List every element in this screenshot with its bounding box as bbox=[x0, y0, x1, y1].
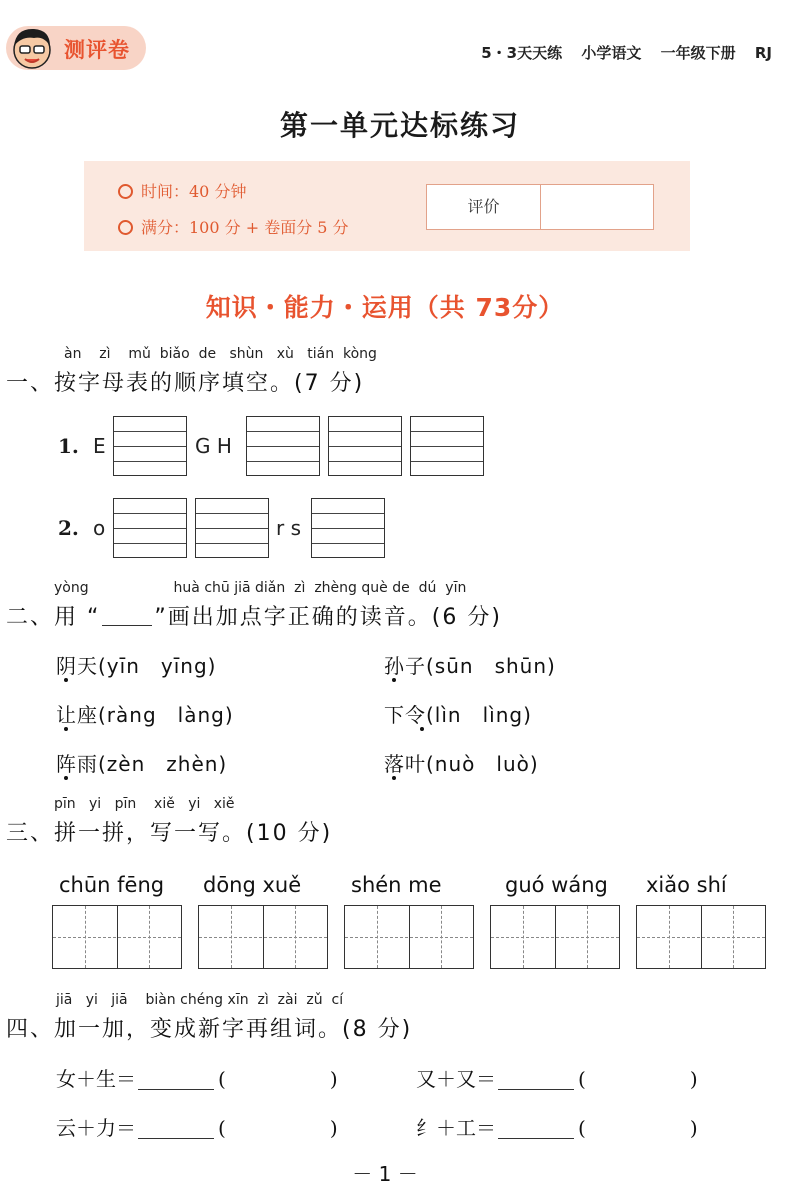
option-word: 让座 bbox=[56, 703, 98, 727]
exam-info-box bbox=[84, 161, 690, 251]
character-writing-grid[interactable] bbox=[636, 905, 766, 969]
equation-text: 又＋又＝ bbox=[416, 1067, 496, 1091]
character-equation bbox=[56, 1063, 338, 1092]
paren-open: ( bbox=[218, 1116, 226, 1140]
character-equation bbox=[56, 1112, 338, 1141]
pinyin-syllable: de bbox=[392, 580, 410, 596]
pinyin-syllable: diǎn bbox=[255, 580, 286, 596]
answer-blank[interactable] bbox=[498, 1119, 574, 1139]
pinyin-syllable: xiě bbox=[213, 796, 235, 812]
character-writing-grid[interactable] bbox=[198, 905, 328, 969]
emphasis-dot bbox=[392, 678, 396, 682]
pinyin-syllable: jiā bbox=[111, 992, 128, 1008]
clock-icon bbox=[118, 184, 133, 199]
pinyin-syllable: yi bbox=[89, 796, 102, 812]
reading-option[interactable] bbox=[56, 699, 234, 728]
pinyin-syllable: zì bbox=[99, 346, 111, 362]
time-text: 时间：40 分钟 bbox=[141, 182, 247, 201]
option-pinyin: (zèn zhèn) bbox=[98, 752, 228, 776]
reading-option[interactable] bbox=[56, 650, 216, 679]
emphasis-dot bbox=[392, 776, 396, 780]
character-equation bbox=[416, 1112, 698, 1141]
section-heading: 知识・能力・运用（共 73分） bbox=[205, 293, 565, 322]
equation-text: 云＋力＝ bbox=[56, 1116, 136, 1140]
option-pinyin: (sūn shūn) bbox=[426, 654, 556, 678]
word-pinyin: chūn fēng bbox=[59, 873, 165, 897]
q3-pinyin bbox=[54, 796, 235, 812]
pinyin-syllable: biàn bbox=[145, 992, 176, 1008]
letter-writing-box[interactable] bbox=[328, 416, 402, 476]
word-pinyin: dōng xuě bbox=[203, 873, 302, 897]
letter-rs: r s bbox=[276, 516, 301, 540]
cartoon-boy-icon bbox=[8, 22, 56, 72]
letter-writing-box[interactable] bbox=[246, 416, 320, 476]
page-number: － 1 － bbox=[352, 1162, 418, 1186]
evaluation-label: 评价 bbox=[427, 185, 541, 229]
option-word: 阴天 bbox=[56, 654, 98, 678]
test-paper-badge bbox=[6, 26, 146, 70]
paren-open: ( bbox=[218, 1067, 226, 1091]
pinyin-syllable: xù bbox=[276, 346, 294, 362]
pinyin-syllable: xīn bbox=[227, 992, 249, 1008]
q2-text-end: ”画出加点字正确的读音。(6 分) bbox=[154, 605, 502, 630]
option-pinyin: (lìn lìng) bbox=[426, 703, 532, 727]
pinyin-syllable: tián bbox=[307, 346, 335, 362]
answer-blank[interactable] bbox=[138, 1070, 214, 1090]
letter-writing-box[interactable] bbox=[113, 416, 187, 476]
pinyin-syllable: pīn bbox=[54, 796, 76, 812]
pinyin-syllable: chū bbox=[204, 580, 230, 596]
pinyin-syllable: yi bbox=[85, 992, 98, 1008]
pinyin-syllable: xiě bbox=[154, 796, 175, 812]
pinyin-syllable: zài bbox=[277, 992, 298, 1008]
pinyin-syllable: zì bbox=[257, 992, 269, 1008]
pinyin-syllable: zhèng bbox=[314, 580, 357, 596]
paren-close: ) bbox=[329, 1116, 338, 1140]
pinyin-syllable: àn bbox=[64, 346, 82, 362]
q4-pinyin bbox=[56, 992, 343, 1008]
pinyin-syllable: biǎo bbox=[159, 346, 190, 362]
character-writing-grid[interactable] bbox=[52, 905, 182, 969]
letter-writing-box[interactable] bbox=[410, 416, 484, 476]
series-edition: RJ bbox=[754, 44, 772, 62]
pinyin-syllable: huà bbox=[173, 580, 200, 596]
pinyin-syllable: zì bbox=[294, 580, 306, 596]
q3-text: 三、拼一拼，写一写。(10 分) bbox=[6, 821, 333, 846]
option-pinyin: (ràng làng) bbox=[98, 703, 234, 727]
pinyin-syllable: yi bbox=[188, 796, 201, 812]
pinyin-syllable: zǔ bbox=[306, 992, 323, 1008]
check-circle-icon bbox=[118, 220, 133, 235]
pinyin-syllable: de bbox=[198, 346, 217, 362]
equation-text: 纟＋工＝ bbox=[416, 1116, 496, 1140]
time-row bbox=[118, 179, 246, 202]
score-row bbox=[118, 215, 349, 238]
series-grade: 一年级下册 bbox=[660, 44, 736, 62]
pinyin-syllable: chéng bbox=[180, 992, 224, 1008]
character-writing-grid[interactable] bbox=[490, 905, 620, 969]
page-title: 第一单元达标练习 bbox=[279, 109, 520, 142]
character-equation bbox=[416, 1063, 698, 1092]
reading-option[interactable] bbox=[384, 699, 532, 728]
reading-option[interactable] bbox=[384, 748, 539, 777]
letter-writing-box[interactable] bbox=[195, 498, 269, 558]
answer-blank[interactable] bbox=[138, 1119, 214, 1139]
series-name: 5・3天天练 bbox=[481, 44, 563, 62]
option-word: 孙子 bbox=[384, 654, 426, 678]
emphasis-dot bbox=[420, 727, 424, 731]
pinyin-syllable: shùn bbox=[229, 346, 264, 362]
pinyin-syllable: mǔ bbox=[128, 346, 151, 362]
q2-text bbox=[6, 600, 502, 631]
pinyin-syllable: què bbox=[361, 580, 388, 596]
letter-e: E bbox=[93, 434, 106, 458]
paren-close: ) bbox=[689, 1067, 698, 1091]
q1-pinyin bbox=[64, 346, 377, 362]
option-word: 落叶 bbox=[384, 752, 426, 776]
pinyin-syllable: jiā bbox=[56, 992, 73, 1008]
reading-option[interactable] bbox=[384, 650, 556, 679]
series-subject: 小学语文 bbox=[581, 44, 642, 62]
pinyin-syllable: yòng bbox=[54, 580, 89, 596]
q1-row1-number: 1. bbox=[58, 434, 79, 458]
letter-gh: G H bbox=[195, 434, 232, 458]
q4-text: 四、加一加，变成新字再组词。(8 分) bbox=[6, 1017, 413, 1042]
letter-writing-box[interactable] bbox=[311, 498, 385, 558]
q2-text-start: 二、用 “ bbox=[6, 605, 101, 630]
underline-sample bbox=[102, 606, 152, 626]
emphasis-dot bbox=[64, 678, 68, 682]
word-pinyin: xiǎo shí bbox=[646, 873, 727, 897]
pinyin-syllable: kòng bbox=[343, 346, 377, 362]
evaluation-box bbox=[426, 184, 654, 230]
paren-close: ) bbox=[689, 1116, 698, 1140]
equation-text: 女＋生＝ bbox=[56, 1067, 136, 1091]
book-series-header bbox=[467, 42, 772, 63]
badge-label: 测评卷 bbox=[64, 38, 130, 62]
answer-blank[interactable] bbox=[498, 1070, 574, 1090]
emphasis-dot bbox=[64, 727, 68, 731]
emphasis-dot bbox=[64, 776, 68, 780]
paren-open: ( bbox=[578, 1067, 586, 1091]
option-pinyin: (yīn yīng) bbox=[98, 654, 217, 678]
pinyin-syllable: jiā bbox=[234, 580, 251, 596]
option-word: 阵雨 bbox=[56, 752, 98, 776]
character-writing-grid[interactable] bbox=[344, 905, 474, 969]
pinyin-syllable: dú bbox=[418, 580, 437, 596]
q1-text: 一、按字母表的顺序填空。(7 分) bbox=[6, 371, 365, 396]
q2-pinyin bbox=[54, 580, 466, 596]
word-pinyin: guó wáng bbox=[505, 873, 608, 897]
pinyin-syllable: yīn bbox=[445, 580, 467, 596]
q1-row2-number: 2. bbox=[58, 516, 79, 540]
option-word: 下令 bbox=[384, 703, 426, 727]
letter-o: o bbox=[93, 516, 106, 540]
word-pinyin: shén me bbox=[351, 873, 442, 897]
paren-close: ) bbox=[329, 1067, 338, 1091]
letter-writing-box[interactable] bbox=[113, 498, 187, 558]
option-pinyin: (nuò luò) bbox=[426, 752, 539, 776]
pinyin-syllable: cí bbox=[331, 992, 344, 1008]
score-text: 满分：100 分 + 卷面分 5 分 bbox=[141, 218, 349, 237]
paren-open: ( bbox=[578, 1116, 586, 1140]
pinyin-syllable: pīn bbox=[114, 796, 137, 812]
reading-option[interactable] bbox=[56, 748, 227, 777]
